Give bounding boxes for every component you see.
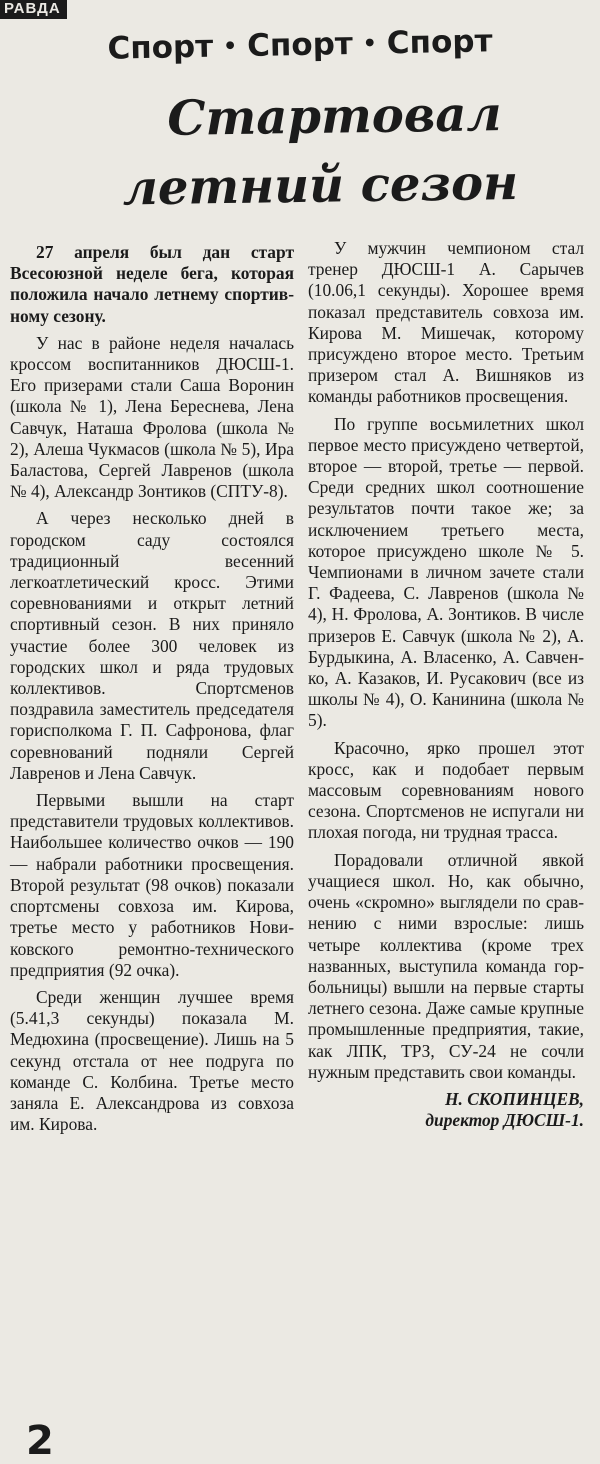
rubric-bullet: •	[222, 33, 238, 59]
article-paragraph: 27 апреля был дан старт Всесоюзной неделе бега, которая положила начало летнему спортивному сезону.	[10, 242, 294, 326]
headline-line-2: летний сезон	[122, 154, 519, 217]
article-column-right	[308, 238, 584, 1131]
rubric-word: Спорт	[246, 25, 354, 65]
rubric-bullet: •	[362, 31, 378, 57]
rubric-word: Спорт	[107, 28, 214, 67]
article-paragraph: По группе восьмилетних школ первое место присуждено четвертой, второе — второй, третье — первой. Среди средних школ соотношение результатов почти такое же; за исключением третьего места, которое присуждено школе № 5. Чемпионами в личном зачете стали Г. Фадеева, С. Лавренов (школа № 4), Н. Фролова, А. Зонтиков. В числе призеров Е. Савчук (школа № 2), А. Бурдыкина, А. Власенко, А. Савченко, А. Казаков, И. Русакович (все из школы № 4), О. Канинина (школа № 5).	[308, 413, 584, 731]
section-rubric	[0, 8, 600, 82]
article-paragraph: Первыми вышли на старт представители трудовых коллективов. Наибольшее количество очков — 190 — набрали работники просвещения. Второй результат (98 очков) показали спортсмены совхоза им. Кирова, третье место у работников Новиковского ремонтно-технического предприятия (92 очка).	[10, 790, 294, 980]
article-headline	[0, 78, 600, 236]
article-paragraph: У нас в районе неделя началась кроссом воспитанников ДЮСШ-1. Его призерами стали Саша Воронин (школа № 1), Лена Береснева, Лена Савчук, Наташа Фролова (школа № 2), Алеша Чукмасов (школа № 5), Ира Баластова, Сергей Лавренов (школа № 4), Александр Зонтиков (СПТУ-8).	[10, 332, 294, 502]
article-paragraph: Красочно, ярко прошел этот кросс, как и подобает первым массовым соревнованиям нового сезона. Спортсменов не испугали ни плохая погода, ни трудная трасса.	[308, 737, 584, 843]
page-number: 2	[26, 1418, 54, 1464]
article-column-left	[10, 242, 294, 1141]
author-title: директор ДЮСШ-1.	[425, 1109, 584, 1130]
article-paragraph: Порадовали отличной явкой учащиеся школ. Но, как обычно, очень «скромно» выглядели по сравнению с ними взрослые: лишь четыре коллектива (кроме трех названных, выступила команда горбольницы) вышли на первые старты летнего сезона. Даже самые крупные промышленные предприятия, такие, как ЛПК, ТРЗ, СУ-24 не сочли нужным представить свои команды.	[308, 849, 584, 1082]
article-paragraph: Среди женщин лучшее время (5.41,3 секунды) показала М. Медюхина (просвещение). Лишь на 5 секунд отстала от нее подруга по команде С. Колбина. Третье место заняла Е. Александрова из совхоза им. Кирова.	[10, 986, 294, 1135]
article-paragraph: А через несколько дней в городском саду состоялся традиционный весенний легкоатлетический кросс. Этими соревнованиями и открыт летний спортивный сезон. В них приняло участие более 300 человек из городских школ и ряда трудовых коллективов. Спортсменов поздравила заместитель председателя горисполкома Г. П. Сафронова, флаг соревнований подняли Сергей Лавренов и Лена Савчук.	[10, 508, 294, 783]
author-signature	[308, 1089, 584, 1131]
author-name: Н. СКОПИНЦЕВ,	[444, 1088, 584, 1109]
rubric-word: Спорт	[386, 23, 493, 62]
article-paragraph: У мужчин чемпионом стал тренер ДЮСШ-1 А. Сарычев (10.06,1 секунды). Хорошее время показал представитель совхоза им. Кирова М. Мишечак, которому присуждено второе место. Третьим призером стал А. Вишняков из команды работников просвещения.	[308, 238, 584, 407]
masthead-fragment: РАВДА	[0, 0, 67, 19]
headline-line-1: Стартовал	[166, 86, 502, 147]
